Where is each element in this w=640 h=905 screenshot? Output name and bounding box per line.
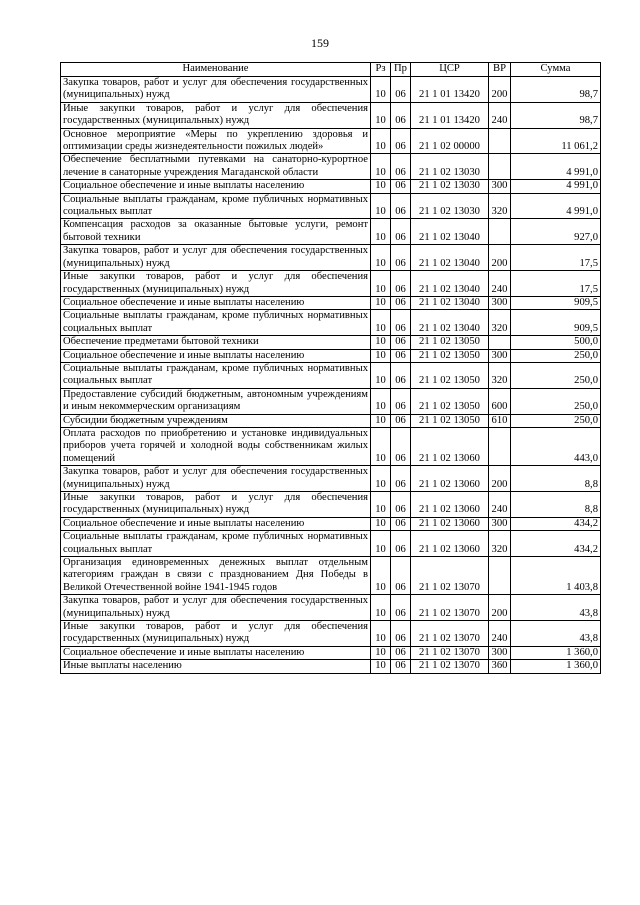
cell-pr: 06 (391, 427, 411, 465)
cell-name: Субсидии бюджетным учреждениям (61, 414, 371, 427)
table-row (61, 310, 601, 336)
table-row (61, 388, 601, 414)
cell-sum: 909,5 (511, 296, 601, 309)
cell-vr: 360 (489, 660, 511, 673)
cell-name: Социальные выплаты гражданам, кроме публичных нормативных социальных выплат (61, 310, 371, 336)
table-row (61, 336, 601, 349)
cell-csr: 21 1 02 13050 (411, 388, 489, 414)
header-vr: ВР (489, 63, 511, 77)
cell-pr: 06 (391, 102, 411, 128)
table-row (61, 427, 601, 465)
cell-vr: 200 (489, 245, 511, 271)
table-row (61, 492, 601, 518)
cell-vr: 200 (489, 595, 511, 621)
header-row (61, 63, 601, 77)
cell-rz: 10 (371, 271, 391, 297)
cell-pr: 06 (391, 388, 411, 414)
cell-vr: 320 (489, 310, 511, 336)
cell-pr: 06 (391, 531, 411, 557)
cell-pr: 06 (391, 621, 411, 647)
cell-rz: 10 (371, 517, 391, 530)
cell-pr: 06 (391, 128, 411, 154)
cell-name: Закупка товаров, работ и услуг для обеспечения государственных (муниципальных) нужд (61, 595, 371, 621)
header-pr: Пр (391, 63, 411, 77)
cell-rz: 10 (371, 646, 391, 659)
cell-csr: 21 1 02 13050 (411, 362, 489, 388)
cell-vr (489, 219, 511, 245)
cell-rz: 10 (371, 531, 391, 557)
cell-rz: 10 (371, 245, 391, 271)
cell-csr: 21 1 02 13030 (411, 154, 489, 180)
cell-name: Закупка товаров, работ и услуг для обеспечения государственных (муниципальных) нужд (61, 245, 371, 271)
cell-name: Оплата расходов по приобретению и установке индивидуальных приборов учета горячей и холодной воды собственникам жилых помещений (61, 427, 371, 465)
cell-rz: 10 (371, 492, 391, 518)
cell-pr: 06 (391, 660, 411, 673)
table-row (61, 128, 601, 154)
cell-vr (489, 336, 511, 349)
cell-name: Иные выплаты населению (61, 660, 371, 673)
cell-sum: 4 991,0 (511, 193, 601, 219)
table-row (61, 621, 601, 647)
cell-pr: 06 (391, 310, 411, 336)
header-name: Наименование (61, 63, 371, 77)
cell-csr: 21 1 02 13060 (411, 492, 489, 518)
cell-pr: 06 (391, 362, 411, 388)
cell-rz: 10 (371, 180, 391, 193)
cell-name: Социальное обеспечение и иные выплаты населению (61, 517, 371, 530)
cell-pr: 06 (391, 245, 411, 271)
cell-csr: 21 1 01 13420 (411, 77, 489, 103)
cell-name: Основное мероприятие «Меры по укреплению здоровья и оптимизации среды жизнедеятельности пожилых людей» (61, 128, 371, 154)
cell-csr: 21 1 02 13060 (411, 517, 489, 530)
cell-name: Обеспечение предметами бытовой техники (61, 336, 371, 349)
cell-sum: 43,8 (511, 595, 601, 621)
cell-csr: 21 1 02 13050 (411, 414, 489, 427)
cell-sum: 8,8 (511, 492, 601, 518)
table-row (61, 414, 601, 427)
cell-rz: 10 (371, 466, 391, 492)
cell-name: Социальное обеспечение и иные выплаты населению (61, 646, 371, 659)
cell-vr (489, 427, 511, 465)
cell-vr: 300 (489, 646, 511, 659)
cell-csr: 21 1 02 13050 (411, 349, 489, 362)
cell-sum: 98,7 (511, 77, 601, 103)
cell-sum: 250,0 (511, 388, 601, 414)
cell-rz: 10 (371, 128, 391, 154)
cell-name: Социальное обеспечение и иные выплаты населению (61, 349, 371, 362)
cell-vr: 610 (489, 414, 511, 427)
cell-name: Иные закупки товаров, работ и услуг для обеспечения государственных (муниципальных) нужд (61, 271, 371, 297)
cell-csr: 21 1 02 13060 (411, 531, 489, 557)
cell-csr: 21 1 01 13420 (411, 102, 489, 128)
cell-sum: 43,8 (511, 621, 601, 647)
cell-vr: 240 (489, 621, 511, 647)
table-row (61, 219, 601, 245)
cell-csr: 21 1 02 13040 (411, 271, 489, 297)
cell-pr: 06 (391, 646, 411, 659)
cell-rz: 10 (371, 362, 391, 388)
cell-rz: 10 (371, 427, 391, 465)
table-row (61, 102, 601, 128)
cell-sum: 443,0 (511, 427, 601, 465)
cell-name: Иные закупки товаров, работ и услуг для обеспечения государственных (муниципальных) нужд (61, 621, 371, 647)
cell-vr: 300 (489, 517, 511, 530)
table-row (61, 646, 601, 659)
cell-vr: 240 (489, 102, 511, 128)
table-row (61, 77, 601, 103)
cell-sum: 4 991,0 (511, 154, 601, 180)
table-row (61, 180, 601, 193)
cell-pr: 06 (391, 414, 411, 427)
cell-pr: 06 (391, 557, 411, 595)
cell-rz: 10 (371, 193, 391, 219)
cell-rz: 10 (371, 660, 391, 673)
cell-sum: 250,0 (511, 362, 601, 388)
cell-csr: 21 1 02 13040 (411, 310, 489, 336)
cell-pr: 06 (391, 349, 411, 362)
cell-csr: 21 1 02 13040 (411, 219, 489, 245)
table-row (61, 245, 601, 271)
cell-pr: 06 (391, 595, 411, 621)
cell-rz: 10 (371, 154, 391, 180)
page-number: 159 (311, 36, 329, 50)
table-row (61, 193, 601, 219)
cell-vr: 320 (489, 531, 511, 557)
cell-rz: 10 (371, 414, 391, 427)
cell-csr: 21 1 02 13070 (411, 557, 489, 595)
table-row (61, 349, 601, 362)
cell-rz: 10 (371, 388, 391, 414)
cell-sum: 250,0 (511, 414, 601, 427)
cell-pr: 06 (391, 77, 411, 103)
cell-sum: 434,2 (511, 517, 601, 530)
cell-csr: 21 1 02 13030 (411, 193, 489, 219)
cell-pr: 06 (391, 336, 411, 349)
cell-vr: 600 (489, 388, 511, 414)
table-row (61, 557, 601, 595)
cell-vr: 300 (489, 349, 511, 362)
cell-csr: 21 1 02 13040 (411, 296, 489, 309)
cell-rz: 10 (371, 310, 391, 336)
cell-sum: 909,5 (511, 310, 601, 336)
cell-pr: 06 (391, 193, 411, 219)
cell-csr: 21 1 02 13070 (411, 660, 489, 673)
cell-sum: 98,7 (511, 102, 601, 128)
header-csr: ЦСР (411, 63, 489, 77)
cell-rz: 10 (371, 621, 391, 647)
cell-sum: 434,2 (511, 531, 601, 557)
cell-rz: 10 (371, 219, 391, 245)
cell-vr: 200 (489, 77, 511, 103)
cell-rz: 10 (371, 595, 391, 621)
cell-pr: 06 (391, 154, 411, 180)
cell-csr: 21 1 02 13060 (411, 427, 489, 465)
table-row (61, 517, 601, 530)
table-row (61, 466, 601, 492)
table-header (61, 63, 601, 77)
cell-name: Предоставление субсидий бюджетным, автономным учреждениям и иным некоммерческим организациям (61, 388, 371, 414)
cell-vr: 320 (489, 362, 511, 388)
cell-sum: 500,0 (511, 336, 601, 349)
cell-vr: 300 (489, 296, 511, 309)
table-row (61, 660, 601, 673)
cell-vr: 320 (489, 193, 511, 219)
cell-sum: 17,5 (511, 245, 601, 271)
table-body (61, 77, 601, 674)
cell-name: Социальное обеспечение и иные выплаты населению (61, 296, 371, 309)
cell-name: Социальные выплаты гражданам, кроме публичных нормативных социальных выплат (61, 531, 371, 557)
cell-vr: 240 (489, 492, 511, 518)
cell-name: Иные закупки товаров, работ и услуг для обеспечения государственных (муниципальных) нужд (61, 102, 371, 128)
cell-name: Социальные выплаты гражданам, кроме публичных нормативных социальных выплат (61, 362, 371, 388)
table-row (61, 362, 601, 388)
cell-pr: 06 (391, 296, 411, 309)
cell-pr: 06 (391, 180, 411, 193)
cell-sum: 4 991,0 (511, 180, 601, 193)
cell-vr: 300 (489, 180, 511, 193)
cell-pr: 06 (391, 466, 411, 492)
cell-vr (489, 154, 511, 180)
cell-rz: 10 (371, 349, 391, 362)
cell-sum: 927,0 (511, 219, 601, 245)
header-rz: Рз (371, 63, 391, 77)
cell-sum: 250,0 (511, 349, 601, 362)
table-row (61, 531, 601, 557)
cell-vr (489, 128, 511, 154)
table-row (61, 154, 601, 180)
cell-rz: 10 (371, 296, 391, 309)
cell-pr: 06 (391, 271, 411, 297)
table-row (61, 296, 601, 309)
cell-pr: 06 (391, 517, 411, 530)
cell-vr: 240 (489, 271, 511, 297)
cell-sum: 1 360,0 (511, 660, 601, 673)
cell-name: Закупка товаров, работ и услуг для обеспечения государственных (муниципальных) нужд (61, 466, 371, 492)
cell-sum: 1 403,8 (511, 557, 601, 595)
cell-pr: 06 (391, 219, 411, 245)
cell-name: Организация единовременных денежных выплат отдельным категориям граждан в связи с празднованием Дня Победы в Великой Отечественной войне 1941-1945 годов (61, 557, 371, 595)
cell-sum: 8,8 (511, 466, 601, 492)
cell-name: Социальные выплаты гражданам, кроме публичных нормативных социальных выплат (61, 193, 371, 219)
cell-csr: 21 1 02 13050 (411, 336, 489, 349)
cell-name: Закупка товаров, работ и услуг для обеспечения государственных (муниципальных) нужд (61, 77, 371, 103)
cell-csr: 21 1 02 00000 (411, 128, 489, 154)
cell-rz: 10 (371, 77, 391, 103)
cell-name: Социальное обеспечение и иные выплаты населению (61, 180, 371, 193)
table-row (61, 595, 601, 621)
cell-csr: 21 1 02 13060 (411, 466, 489, 492)
cell-csr: 21 1 02 13040 (411, 245, 489, 271)
cell-rz: 10 (371, 557, 391, 595)
cell-csr: 21 1 02 13070 (411, 595, 489, 621)
cell-name: Компенсация расходов за оказанные бытовые услуги, ремонт бытовой техники (61, 219, 371, 245)
cell-csr: 21 1 02 13070 (411, 621, 489, 647)
cell-name: Иные закупки товаров, работ и услуг для обеспечения государственных (муниципальных) нужд (61, 492, 371, 518)
cell-vr (489, 557, 511, 595)
cell-pr: 06 (391, 492, 411, 518)
cell-sum: 11 061,2 (511, 128, 601, 154)
header-sum: Сумма (511, 63, 601, 77)
cell-csr: 21 1 02 13070 (411, 646, 489, 659)
cell-sum: 17,5 (511, 271, 601, 297)
table-row (61, 271, 601, 297)
cell-name: Обеспечение бесплатными путевками на санаторно-курортное лечение в санаторные учреждения Магаданской области (61, 154, 371, 180)
cell-vr: 200 (489, 466, 511, 492)
cell-rz: 10 (371, 336, 391, 349)
cell-sum: 1 360,0 (511, 646, 601, 659)
cell-csr: 21 1 02 13030 (411, 180, 489, 193)
cell-rz: 10 (371, 102, 391, 128)
budget-table (60, 62, 601, 674)
